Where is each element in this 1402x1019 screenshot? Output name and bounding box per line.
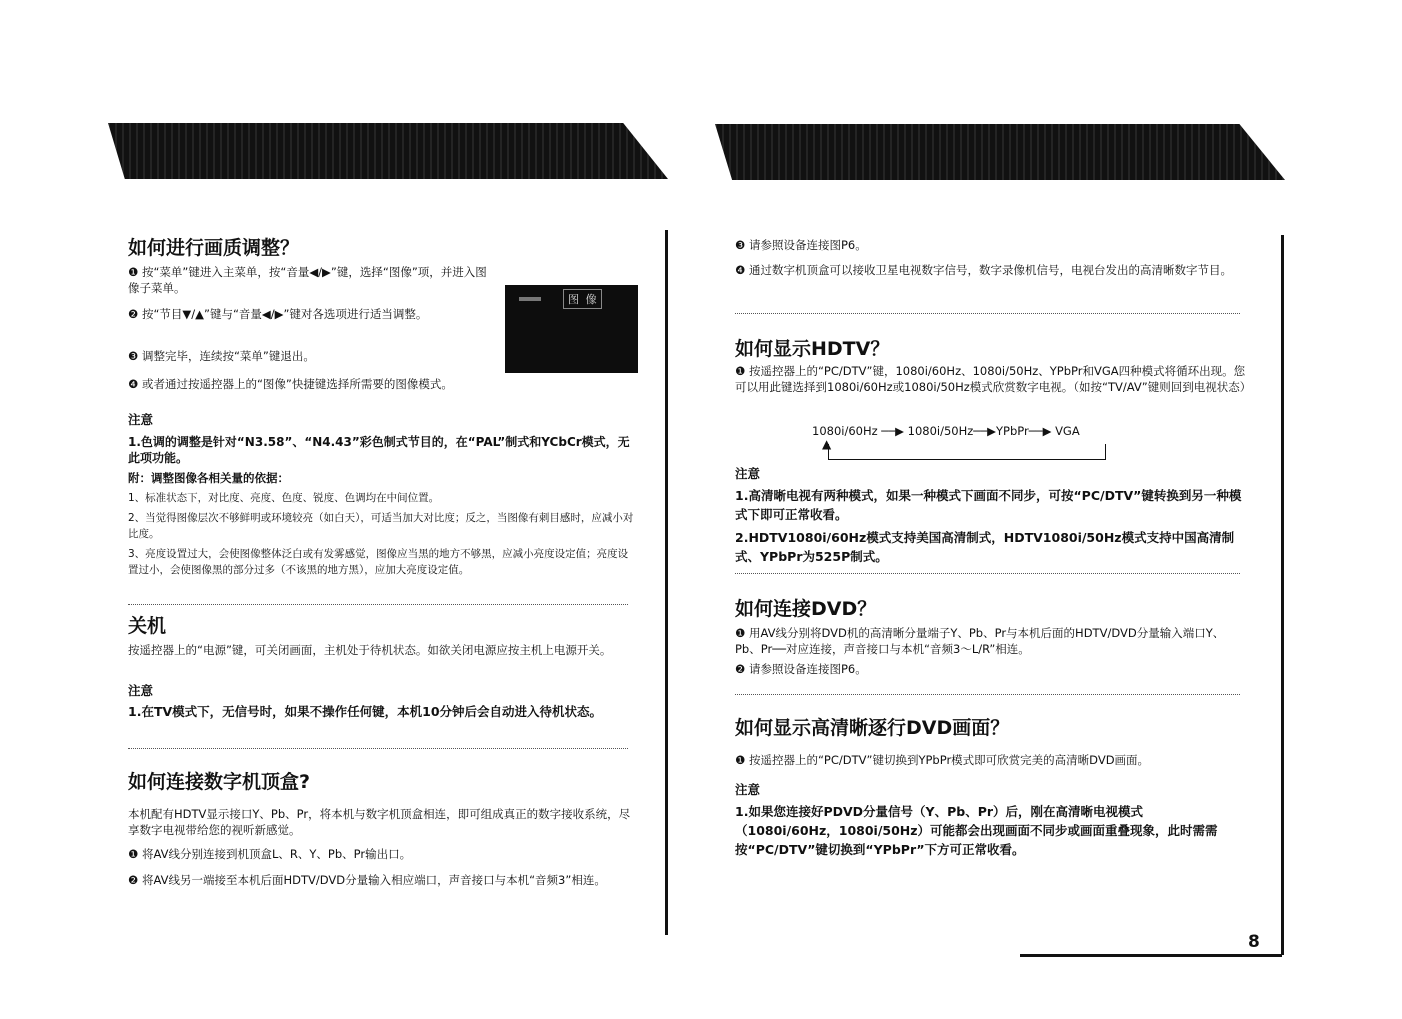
picture-note-1: 1.色调的调整是针对“N3.58”、“N4.43”彩色制式节目的，在“PAL”制式和YCbCr模式，无此项功能。 <box>128 435 630 465</box>
mode-cycle-return-line <box>828 444 1106 460</box>
hd-dvd-step-1: ❶ 按遥控器上的“PC/DTV”键切换到YPbPr模式即可欣赏完美的高清晰DVD画面。 <box>735 753 1150 767</box>
hdtv-note-2: 2.HDTV1080i/60Hz模式支持美国高清制式，HDTV1080i/50Hz模式支持中国高清制式、YPbPr为525P制式。 <box>735 530 1235 564</box>
hdtv-section-title: 如何显示HDTV？ <box>735 338 890 360</box>
hdtv-note-label: 注意 <box>735 466 761 481</box>
stb-section-title: 如何连接数字机顶盒? <box>128 771 311 793</box>
up-arrow-icon: ▲ <box>822 437 832 451</box>
power-note: 1.在TV模式下，无信号时，如果不操作任何键，本机10分钟后会自动进入待机状态。 <box>128 704 603 719</box>
power-note-label: 注意 <box>128 683 154 698</box>
left-column-rule <box>665 230 668 935</box>
hdtv-step-1: ❶ 按遥控器上的“PC/DTV”键，1080i/60Hz、1080i/50Hz、YPbPr和VGA四种模式将循环出现。您可以用此键选择到1080i/60Hz或1080i/50Hz模式欣赏数字电视。（如按“TV/AV”键则回到电视状态） <box>735 364 1252 394</box>
picture-menu-thumbnail <box>505 285 638 373</box>
page-number-rule <box>1020 954 1282 957</box>
right-header-banner <box>715 124 1285 180</box>
stb-intro: 本机配有HDTV显示接口Y、Pb、Pr，将本机与数字机顶盒相连，即可组成真正的数字接收系统，尽享数字电视带给您的视听新感觉。 <box>128 807 631 837</box>
hd-dvd-note: 1.如果您连接好PDVD分量信号（Y、Pb、Pr）后，刚在高清晰电视模式（1080i/60Hz，1080i/50Hz）可能都会出现画面不同步或画面重叠现象，此时需需按“PC/DTV”键切换到“YPbPr”下方可正常收看。 <box>735 804 1218 857</box>
right-divider-2 <box>735 573 1240 574</box>
picture-note-item-1: 1、标准状态下，对比度、亮度、色度、锐度、色调均在中间位置。 <box>128 492 440 504</box>
picture-note-appendix: 附：调整图像各相关量的依据： <box>128 471 289 485</box>
hd-dvd-note-label: 注意 <box>735 782 761 797</box>
menu-bar-icon <box>519 297 541 301</box>
dvd-step-1: ❶ 用AV线分别将DVD机的高清晰分量端子Y、Pb、Pr与本机后面的HDTV/DVD分量输入端口Y、Pb、Pr──对应连接，声音接口与本机“音频3～L/R”相连。 <box>735 626 1225 656</box>
dvd-step-2: ❷ 请参照设备连接图P6。 <box>735 662 867 676</box>
page-number: 8 <box>1248 932 1260 952</box>
picture-step-3: ❸ 调整完毕，连续按“菜单”键退出。 <box>128 349 315 363</box>
picture-step-4: ❹ 或者通过按遥控器上的“图像”快捷键选择所需要的图像模式。 <box>128 377 453 391</box>
picture-step-2: ❷ 按“节目▼/▲”键与“音量◀/▶”键对各选项进行适当调整。 <box>128 307 428 321</box>
right-column-rule <box>1281 235 1284 955</box>
stb-step-4: ❹ 通过数字机顶盒可以接收卫星电视数字信号，数字录像机信号，电视台发出的高清晰数字节目。 <box>735 263 1232 277</box>
hdtv-note-1: 1.高清晰电视有两种模式，如果一种模式下画面不同步，可按“PC/DTV”键转换到另一种模式下即可正常收看。 <box>735 488 1242 522</box>
power-section-title: 关机 <box>128 615 167 637</box>
thumbnail-label: 图 像 <box>563 289 602 309</box>
hd-dvd-section-title: 如何显示高清晰逐行DVD画面？ <box>735 717 1010 739</box>
stb-step-2: ❷ 将AV线另一端接至本机后面HDTV/DVD分量输入相应端口，声音接口与本机“音频3”相连。 <box>128 873 606 887</box>
picture-note-label: 注意 <box>128 412 154 427</box>
left-divider-2 <box>128 748 628 749</box>
power-body: 按遥控器上的“电源”键，可关闭画面，主机处于待机状态。如欲关闭电源应按主机上电源开关。 <box>128 643 612 657</box>
picture-note-item-3: 3、亮度设置过大，会使图像整体泛白或有发雾感觉，图像应当黑的地方不够黑，应减小亮度设定值；亮度设置过小，会使图像黑的部分过多（不该黑的地方黑），应加大亮度设定值。 <box>128 548 629 576</box>
picture-note-item-2: 2、当觉得图像层次不够鲜明或环境较亮（如白天），可适当加大对比度；反之，当图像有刺目感时，应减小对比度。 <box>128 512 634 540</box>
left-header-banner <box>108 123 668 179</box>
stb-step-3: ❸ 请参照设备连接图P6。 <box>735 238 867 252</box>
right-divider-3 <box>735 694 1240 695</box>
mode-cycle-diagram: 1080i/60Hz ──▶ 1080i/50Hz──▶YPbPr──▶ VGA <box>812 424 1080 438</box>
left-divider-1 <box>128 604 628 605</box>
stb-step-1: ❶ 将AV线分别连接到机顶盒L、R、Y、Pb、Pr输出口。 <box>128 847 412 861</box>
right-divider-1 <box>735 313 1240 314</box>
picture-step-1: ❶ 按“菜单”键进入主菜单，按“音量◀/▶”键，选择“图像”项，并进入图像子菜单。 <box>128 265 487 295</box>
picture-section-title: 如何进行画质调整？ <box>128 237 300 259</box>
dvd-section-title: 如何连接DVD？ <box>735 598 877 620</box>
